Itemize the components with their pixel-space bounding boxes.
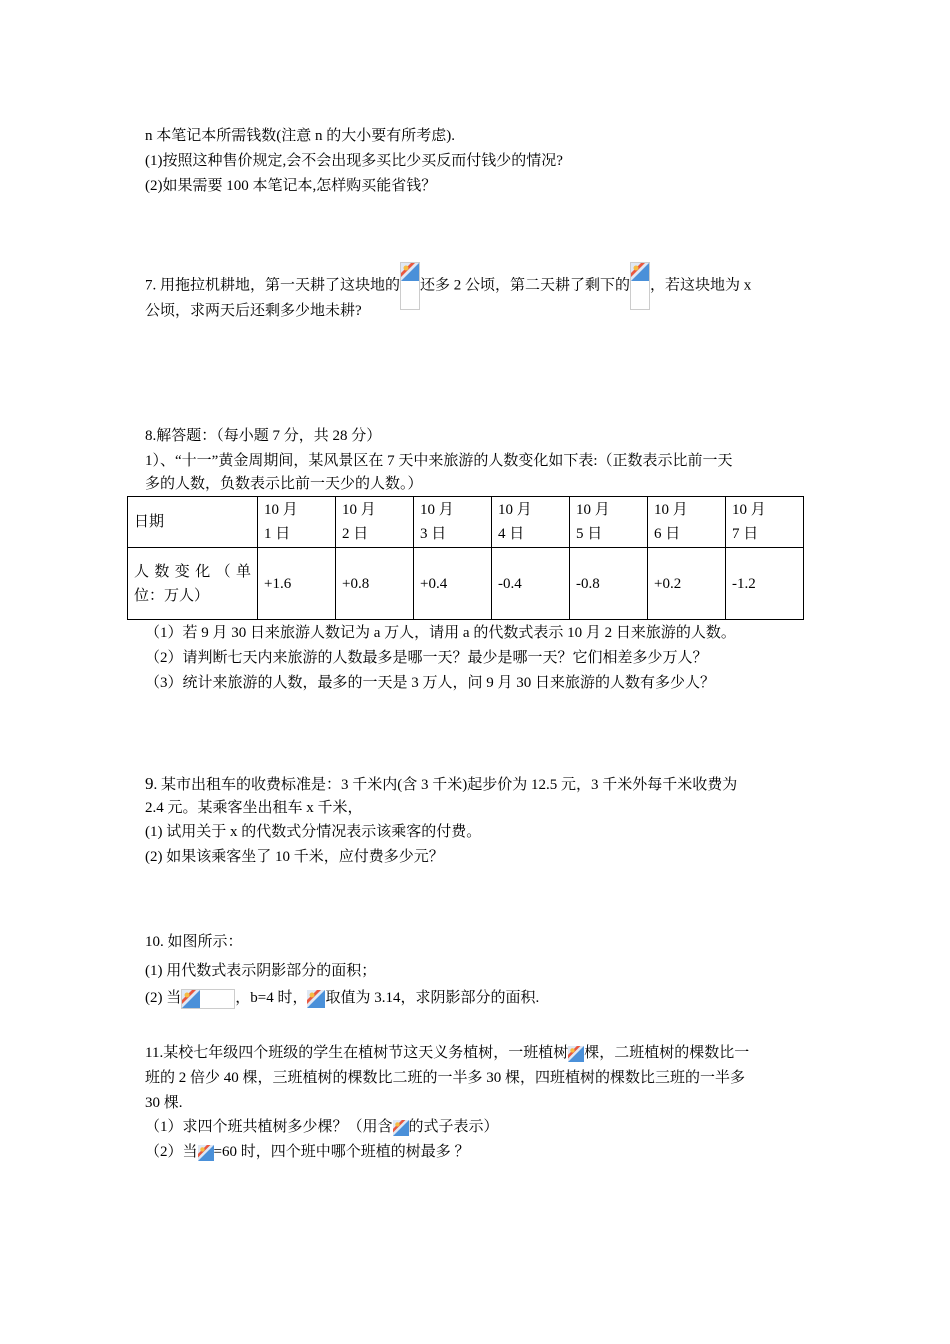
q11-line-5 (145, 1140, 469, 1164)
table-cell-value: +0.2 (648, 548, 726, 620)
table-cell-date: 10 月 5 日 (570, 497, 648, 548)
table-cell-date: 10 月 3 日 (414, 497, 492, 548)
q10-line-3 (145, 986, 539, 1010)
table-row-dates (128, 497, 804, 548)
table-cell-date: 10 月 7 日 (726, 497, 804, 548)
q11-text-4b: 的式子表示） (408, 1119, 499, 1135)
q8-title: 8.解答题：（每小题 7 分，共 28 分） (145, 428, 382, 444)
q11-text-4a: （1）求四个班共植树多少棵？（用含 (145, 1119, 393, 1135)
q7-text-b: 还多 2 公顷，第二天耕了剩下的 (420, 277, 631, 294)
q8-intro-1: 1）、“十一”黄金周期间，某风景区在 7 天中来旅游的人数变化如下表:（正数表示比前一天 (145, 453, 733, 469)
q11-text-5b: =60 时，四个班中哪个班植的树最多 ？ (213, 1144, 470, 1160)
fraction-image-icon (400, 262, 420, 310)
variable-image-icon (393, 1120, 409, 1136)
tourist-change-table (127, 496, 804, 620)
formula-image-icon (181, 989, 235, 1009)
table-cell-label: 日期 (128, 497, 258, 548)
q11-text-a: 11.某校七年级四个班级的学生在植树节这天义务植树，一班植树 (145, 1045, 569, 1061)
pi-image-icon (307, 990, 325, 1008)
q10-text-c: 取值为 3.14，求阴影部分的面积. (325, 990, 540, 1006)
q9-line-3: (1) 试用关于 x 的代数式分情况表示该乘客的付费。 (145, 824, 482, 840)
table-cell-value: +0.4 (414, 548, 492, 620)
q9-line-4: (2) 如果该乘客坐了 10 千米，应付费多少元？ (145, 849, 444, 865)
variable-image-icon (568, 1046, 584, 1062)
table-cell-value: -0.8 (570, 548, 648, 620)
table-cell-label: 人数变化（单 位：万人） (128, 548, 258, 620)
table-cell-date: 10 月 6 日 (648, 497, 726, 548)
q8-sub-2: （2）请判断七天内来旅游的人数最多是哪一天？最少是哪一天？它们相差多少万人？ (145, 650, 708, 666)
q6-line-2: (1)按照这种售价规定,会不会出现多买比少买反而付钱少的情况? (145, 153, 563, 169)
q9-line-1-rest: . 某市出租车的收费标准是：3 千米内(含 3 千米)起步价为 12.5 元，3 千米外每千米收费为 (153, 777, 738, 793)
table-cell-value: +0.8 (336, 548, 414, 620)
q11-line-3: 30 棵. (145, 1095, 183, 1111)
fraction-image-icon (630, 262, 650, 310)
q10-line-1: 10. 如图所示： (145, 934, 243, 950)
q9-line-1: 9. 某市出租车的收费标准是：3 千米内(含 3 千米)起步价为 12.5 元，3 千米外每千米收费为 (145, 774, 738, 793)
q9-line-2: 2.4 元。某乘客坐出租车 x 千米， (145, 800, 363, 816)
q11-line-4 (145, 1115, 499, 1139)
q7-line-2: 公顷，求两天后还剩多少地未耕? (145, 303, 362, 319)
table-row-changes (128, 548, 804, 620)
q7-text-c: ，若这块地为 x (650, 277, 752, 294)
table-cell-value: -1.2 (726, 548, 804, 620)
table-cell-date: 10 月 1 日 (258, 497, 336, 548)
table-cell-date: 10 月 4 日 (492, 497, 570, 548)
q8-sub-3: （3）统计来旅游的人数，最多的一天是 3 万人，问 9 月 30 日来旅游的人数有多少人？ (145, 675, 716, 691)
variable-image-icon (198, 1145, 214, 1161)
q11-line-1 (145, 1041, 749, 1065)
q6-line-1: n 本笔记本所需钱数(注意 n 的大小要有所考虑). (145, 128, 455, 144)
q11-line-2: 班的 2 倍少 40 棵，三班植树的棵数比二班的一半多 30 棵，四班植树的棵数比三班的一半多 (145, 1070, 746, 1086)
table-cell-value: +1.6 (258, 548, 336, 620)
q8-intro-2: 多的人数，负数表示比前一天少的人数。） (145, 476, 423, 492)
q10-text-b: ，b=4 时， (235, 990, 308, 1006)
q11-text-b: 棵，二班植树的棵数比一 (584, 1045, 750, 1061)
q6-line-3: (2)如果需要 100 本笔记本,怎样购买能省钱？ (145, 178, 437, 194)
q10-line-2: (1) 用代数式表示阴影部分的面积； (145, 963, 377, 979)
table-cell-value: -0.4 (492, 548, 570, 620)
table-cell-date: 10 月 2 日 (336, 497, 414, 548)
q10-text-a: (2) 当 (145, 990, 182, 1006)
q8-sub-1: （1）若 9 月 30 日来旅游人数记为 a 万人，请用 a 的代数式表示 10 月 2 日来旅游的人数。 (145, 625, 736, 641)
q11-text-5a: （2）当 (145, 1144, 198, 1160)
q7-text-a: 7. 用拖拉机耕地，第一天耕了这块地的 (145, 277, 401, 294)
